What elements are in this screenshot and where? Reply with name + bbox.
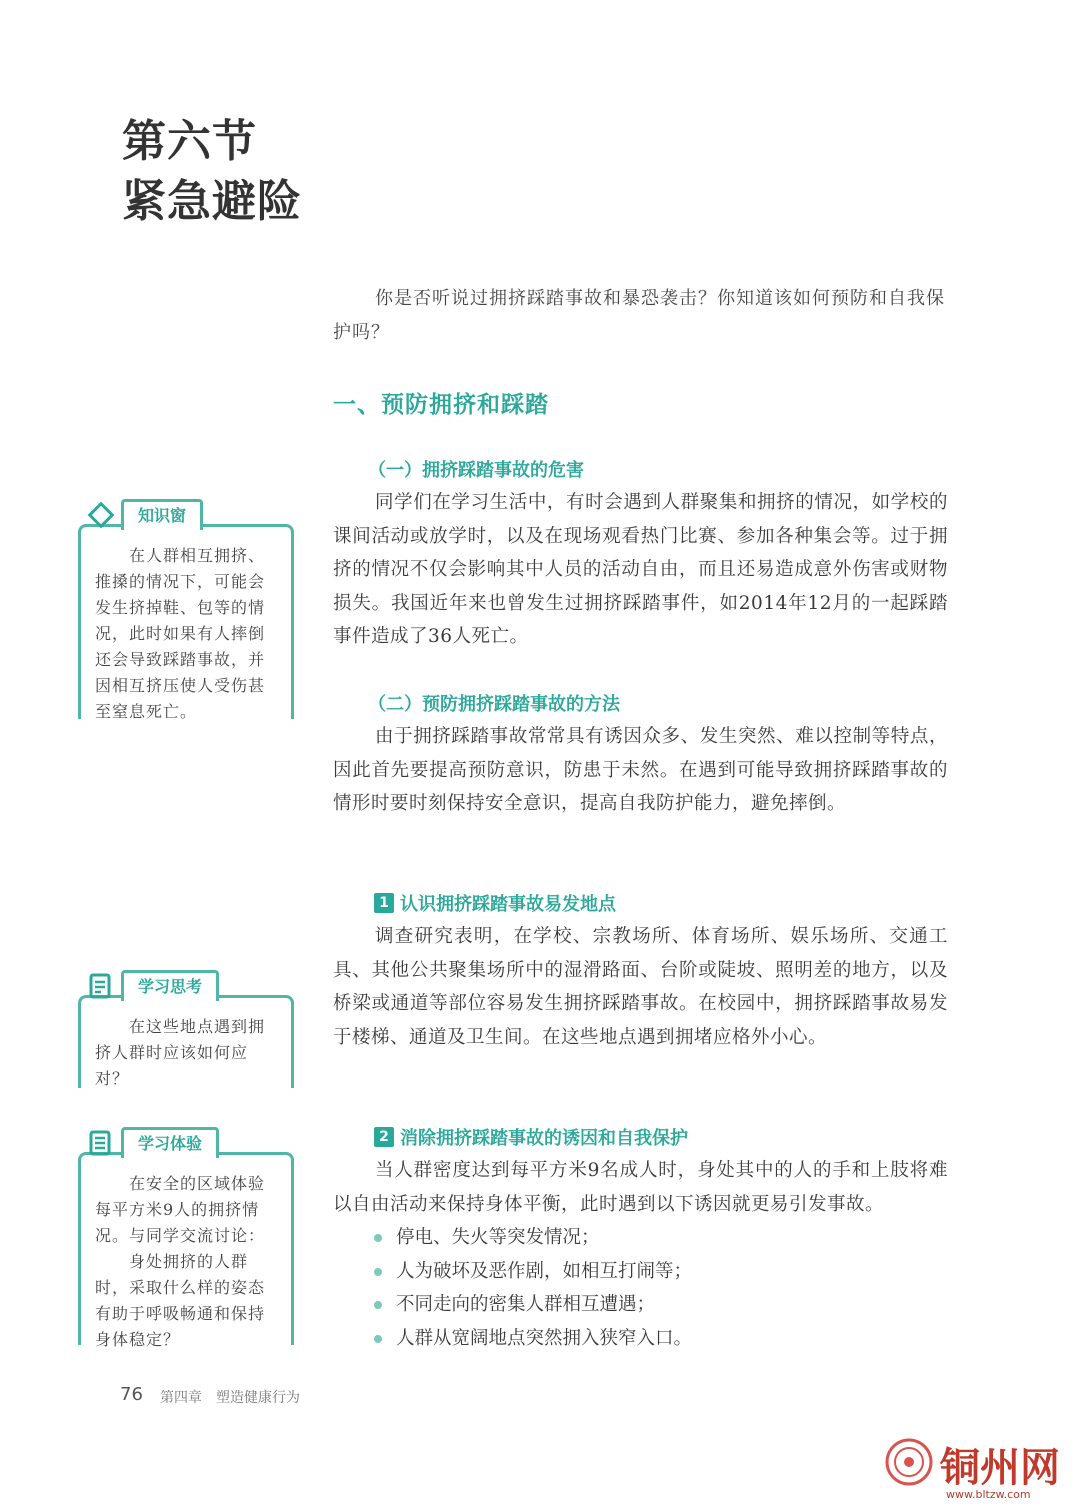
learning-experience-box — [78, 1134, 294, 1349]
learning-thinking-text: 在这些地点遇到拥挤人群时应该如何应对？ — [95, 1017, 266, 1088]
chapter-title — [122, 112, 302, 232]
subsection-2-text: 由于拥挤踩踏事故常常具有诱因众多、发生突然、难以控制等特点，因此首先要提高预防意识，防患于未然。在遇到可能导致拥挤踩踏事故的情形时要时刻保持安全意识，提高自我防护能力，避免摔倒。 — [333, 726, 948, 814]
knowledge-window-label: 知识窗 — [121, 499, 203, 530]
intro-paragraph: 你是否听说过拥挤踩踏事故和暴恐袭击？你知道该如何预防和自我保护吗？ — [333, 288, 945, 343]
learning-experience-text-2: 身处拥挤的人群时，采取什么样的姿态有助于呼吸畅通和保持身体稳定？ — [95, 1252, 266, 1349]
chapter-number: 第六节 — [122, 116, 257, 167]
subsection-2-heading: （二）预防拥挤踩踏事故的方法 — [368, 694, 620, 715]
knowledge-window-box — [78, 506, 294, 721]
watermark-url: www.bltzw.com — [946, 1488, 1031, 1501]
learning-thinking-label: 学习思考 — [121, 970, 219, 1001]
learning-experience-label: 学习体验 — [121, 1127, 219, 1158]
item-2-text: 当人群密度达到每平方米9名成人时，身处其中的人的手和上肢将难以自由活动来保持身体平衡，此时遇到以下诱因就更易引发事故。 — [333, 1160, 948, 1215]
chapter-name: 紧急避险 — [122, 176, 302, 227]
list-item: 不同走向的密集人群相互遭遇； — [374, 1288, 934, 1322]
subsection-1-heading: （一）拥挤踩踏事故的危害 — [368, 460, 584, 481]
footer-title: 塑造健康行为 — [216, 1390, 300, 1406]
list-item: 人为破坏及恶作剧，如相互打闹等； — [374, 1255, 934, 1289]
subsection-1-text: 同学们在学习生活中，有时会遇到人群聚集和拥挤的情况，如学校的课间活动或放学时，以及在现场观看热门比赛、参加各种集会等。过于拥挤的情况不仅会影响其中人员的活动自由，而且还易造成意外伤害或财物损失。我国近年来也曾发生过拥挤踩踏事件，如2014年12月的一起踩踏事件造成了36人死亡。 — [333, 492, 948, 647]
learning-thinking-box — [78, 977, 294, 1088]
seal-logo-icon — [884, 1437, 934, 1487]
document-icon — [87, 1129, 115, 1157]
list-item: 人群从宽阔地点突然拥入狭窄入口。 — [374, 1322, 934, 1356]
page-number: 76 — [120, 1384, 143, 1405]
item-2-heading — [374, 1124, 688, 1150]
notes-icon — [87, 972, 115, 1000]
item-2-title: 消除拥挤踩踏事故的诱因和自我保护 — [400, 1128, 688, 1149]
trigger-list — [374, 1221, 934, 1355]
item-2-number: 2 — [374, 1127, 394, 1147]
item-1-number: 1 — [374, 893, 394, 913]
learning-experience-text-1: 在安全的区域体验每平方米9人的拥挤情况。与同学交流讨论： — [95, 1174, 266, 1245]
list-item: 停电、失火等突发情况； — [374, 1221, 934, 1255]
item-1-text: 调查研究表明，在学校、宗教场所、体育场所、娱乐场所、交通工具、其他公共聚集场所中的湿滑路面、台阶或陡坡、照明差的地方，以及桥梁或通道等部位容易发生拥挤踩踏事故。在校园中，拥挤踩踏事故易发于楼梯、通道及卫生间。在这些地点遇到拥堵应格外小心。 — [333, 926, 948, 1048]
item-1-heading — [374, 890, 616, 916]
section-heading: 一、预防拥挤和踩踏 — [333, 392, 549, 418]
watermark-name: 铜州网 — [940, 1444, 1060, 1491]
item-1-title: 认识拥挤踩踏事故易发地点 — [400, 894, 616, 915]
footer-chapter: 第四章 — [160, 1390, 202, 1406]
diamond-icon — [87, 501, 115, 529]
knowledge-window-text: 在人群相互拥挤、推搡的情况下，可能会发生挤掉鞋、包等的情况，此时如果有人摔倒还会导致踩踏事故，并因相互挤压使人受伤甚至窒息死亡。 — [95, 546, 266, 721]
